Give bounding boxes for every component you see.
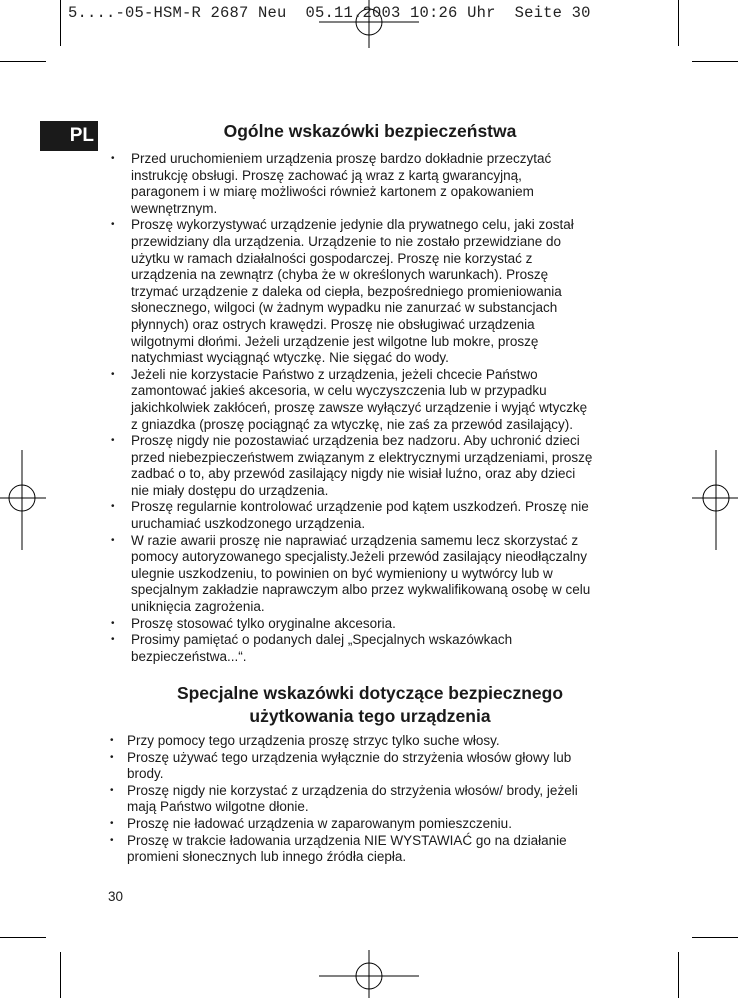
line: • Proszę stosować tylko oryginalne akcesoria.	[131, 615, 396, 631]
line: • Proszę nigdy nie pozostawiać urządzenia bez nadzoru. Aby uchronić dzieci	[131, 433, 580, 449]
line: • Proszę używać tego urządzenia wyłącznie do strzyżenia włosów głowy lub	[127, 749, 572, 765]
line: słonecznego, wilgoci (w żadnym wypadku nie zanurzać w substancjach	[131, 300, 558, 316]
line: zadbać o to, aby przewód zasilający nigdy nie wisiał luźno, oraz aby dzieci	[131, 466, 576, 482]
list-item	[131, 151, 641, 217]
crop-mark-bottom-right-vertical	[678, 952, 679, 998]
line: • Proszę wykorzystywać urządzenie jedynie dla prywatnego celu, jaki został	[131, 217, 574, 233]
list-item	[127, 783, 637, 816]
list-item	[131, 499, 641, 532]
line: ulegnie uszkodzeniu, to powinien on być wymieniony u wytwórcy lub w	[131, 565, 553, 581]
list-item	[131, 533, 641, 616]
registration-mark-right	[692, 450, 738, 550]
print-slug-header: 5....-05-HSM-R 2687 Neu 05.11.2003 10:26 Uhr Seite 30	[68, 4, 591, 22]
section1-bullet-list	[131, 151, 641, 665]
crop-mark-bottom-right-horizontal	[692, 937, 738, 938]
line: wilgotnymi dłońmi. Jeżeli urządzenie jest wilgotne lub mokre, proszę	[131, 333, 539, 349]
section2-title	[100, 682, 640, 728]
line: nie miały dostępu do urządzenia.	[131, 482, 329, 498]
list-item	[131, 632, 641, 665]
line: specjalnym zakładzie naprawczym albo przez wykwalifikowaną osobę w celu	[131, 582, 591, 598]
list-item	[127, 833, 637, 866]
list-item	[131, 367, 641, 433]
line: urządzenia na zewnątrz (chyba że w określonych warunkach). Proszę	[131, 267, 549, 283]
language-tab: PL	[40, 121, 98, 151]
crop-mark-top-left-vertical	[60, 0, 61, 46]
crop-mark-bottom-left-horizontal	[0, 937, 46, 938]
line: natychmiast wyciągnąć wtyczkę. Nie sięgać do wody.	[131, 350, 449, 366]
line: promieni słonecznych lub innego źródła ciepła.	[127, 849, 407, 865]
line: • Proszę nigdy nie korzystać z urządzenia do strzyżenia włosów/ brody, jeżeli	[127, 782, 578, 798]
registration-mark-bottom	[319, 948, 419, 998]
line: wewnętrznym.	[131, 200, 218, 216]
section1-title: Ogólne wskazówki bezpieczeństwa	[223, 121, 517, 141]
line: użytku w ramach działalności gospodarczej. Proszę nie korzystać z	[131, 250, 533, 266]
line: przed niebezpieczeństwem związanym z elektrycznymi urządzeniami, proszę	[131, 449, 593, 465]
section2-title-line: użytkowania tego urządzenia	[249, 706, 491, 726]
line: • Przed uruchomieniem urządzenia proszę bardzo dokładnie przeczytać	[131, 151, 552, 166]
section2-bullet-list	[127, 733, 637, 866]
list-item	[127, 750, 637, 783]
list-item	[131, 433, 641, 499]
line: z gniazdka (proszę pociągnąć za wtyczkę, nie zaś za przewód zasilający).	[131, 416, 573, 432]
line: brody.	[127, 766, 164, 782]
line: instrukcję obsługi. Proszę zachować ją wraz z kartą gwarancyjną,	[131, 167, 522, 183]
line: • Proszę regularnie kontrolować urządzenie pod kątem uszkodzeń. Proszę nie	[131, 499, 589, 515]
section2-title-line: Specjalne wskazówki dotyczące bezpiecznego	[176, 683, 564, 703]
line: mają Państwo wilgotne dłonie.	[127, 799, 309, 815]
line: uniknięcia zagrożenia.	[131, 599, 265, 615]
line: • Proszę w trakcie ładowania urządzenia NIE WYSTAWIAĆ go na działanie	[127, 832, 567, 848]
line: • Proszę nie ładować urządzenia w zaparowanym pomieszczeniu.	[127, 815, 512, 831]
crop-mark-top-left-horizontal	[0, 61, 46, 62]
list-item	[131, 616, 641, 633]
line: płynnych) oraz ostrych krawędzi. Proszę nie obsługiwać urządzenia	[131, 316, 535, 332]
line: trzymać urządzenie z daleka od ciepła, bezpośredniego promieniowania	[131, 283, 562, 299]
line: zamontować jakieś akcesoria, w celu wyczyszczenia lub w przypadku	[131, 383, 547, 399]
line: paragonem i w miarę możliwości również kartonem z opakowaniem	[131, 184, 534, 200]
line: bezpieczeństwa...“.	[131, 648, 247, 664]
registration-mark-left	[0, 450, 46, 550]
list-item	[131, 217, 641, 366]
list-item	[127, 733, 637, 750]
line: pomocy autoryzowanego specjalisty.Jeżeli przewód zasilający nieodłączalny	[131, 549, 587, 565]
line: uruchamiać uszkodzonego urządzenia.	[131, 516, 366, 532]
page-number: 30	[108, 889, 124, 904]
line: • Jeżeli nie korzystacie Państwo z urządzenia, jeżeli chcecie Państwo	[131, 366, 538, 382]
line: • W razie awarii proszę nie naprawiać urządzenia samemu lecz skorzystać z	[131, 532, 579, 548]
list-item	[127, 816, 637, 833]
crop-mark-bottom-left-vertical	[60, 952, 61, 998]
line: przewidziany dla urządzenia. Urządzenie to nie zostało przewidziane do	[131, 233, 561, 249]
line: • Prosimy pamiętać o podanych dalej „Specjalnych wskazówkach	[131, 632, 513, 648]
crop-mark-top-right-vertical	[678, 0, 679, 46]
line: • Przy pomocy tego urządzenia proszę strzyc tylko suche włosy.	[127, 733, 500, 748]
line: jakichkolwiek zakłóceń, proszę zawsze wyłączyć urządzenie i wyjąć wtyczkę	[131, 399, 588, 415]
crop-mark-top-right-horizontal	[692, 61, 738, 62]
